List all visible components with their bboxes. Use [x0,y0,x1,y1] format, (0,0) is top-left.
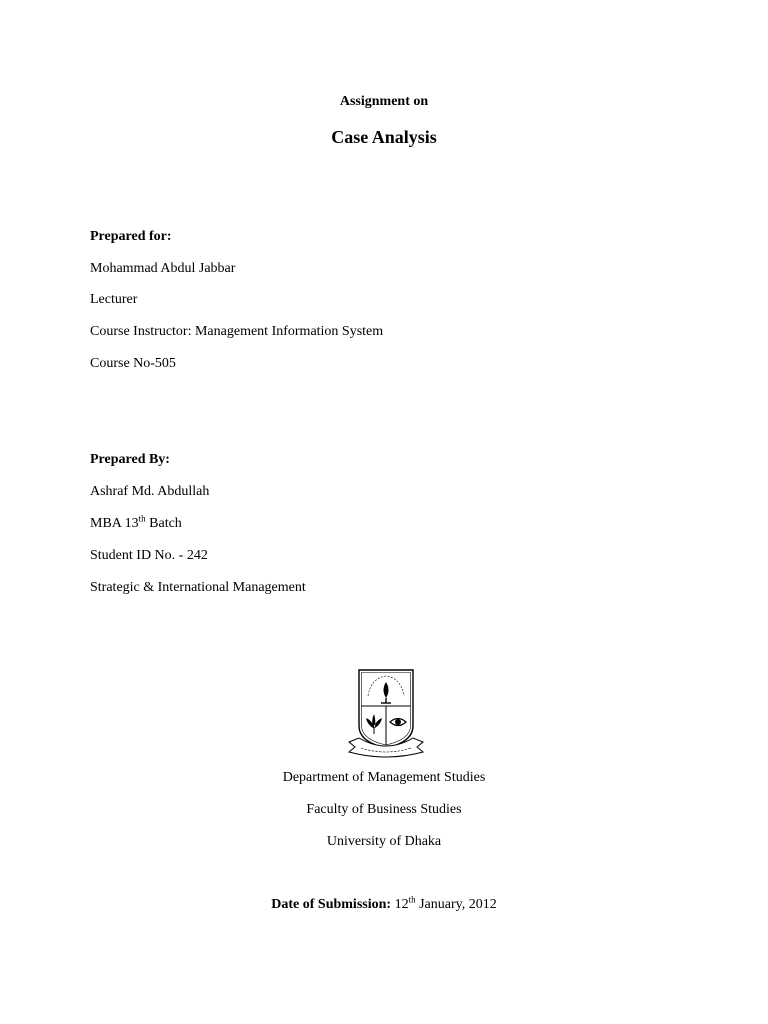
batch-superscript: th [138,513,146,524]
batch-prefix: MBA 13 [90,516,139,531]
submission-day-superscript: th [408,894,416,905]
university-of-dhaka-seal-icon [347,668,425,760]
course-instructor: Course Instructor: Management Information System [90,324,384,339]
page-title: Case Analysis [331,127,437,147]
course-number: Course No-505 [90,356,176,371]
assignment-on-label: Assignment on [339,94,429,109]
instructor-designation: Lecturer [90,292,138,307]
student-major: Strategic & International Management [90,580,306,595]
batch-suffix: Batch [145,516,182,531]
student-id: Student ID No. - 242 [90,548,208,563]
faculty-name: Faculty of Business Studies [306,802,462,817]
prepared-by-heading: Prepared By: [90,452,170,467]
student-batch [90,515,182,533]
submission-date [0,896,768,914]
prepared-for-heading: Prepared for: [90,229,172,244]
student-name: Ashraf Md. Abdullah [90,484,210,499]
department-name: Department of Management Studies [282,770,486,785]
university-name: University of Dhaka [326,834,442,849]
submission-day: 12 [391,897,409,912]
instructor-name: Mohammad Abdul Jabbar [90,261,236,276]
submission-month-year: January, 2012 [415,897,497,912]
submission-label: Date of Submission: [271,897,392,912]
